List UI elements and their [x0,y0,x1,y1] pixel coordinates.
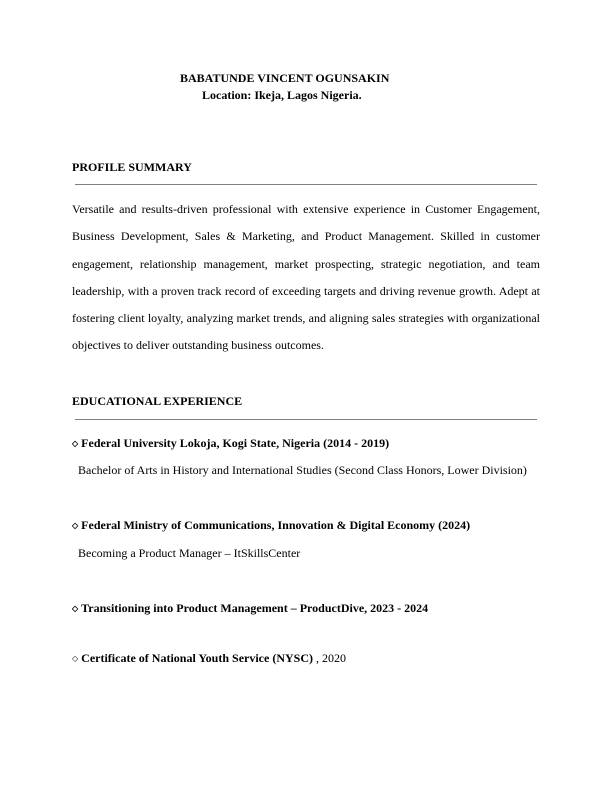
diamond-bullet-icon: ◇ [72,521,79,530]
education-item-title: ◇ Federal University Lokoja, Kogi State, Nigeria (2014 - 2019) [72,436,390,450]
divider [75,184,537,185]
candidate-name: BABATUNDE VINCENT OGUNSAKIN [180,71,390,85]
education-item-detail: Becoming a Product Manager – ItSkillsCenter [78,546,301,560]
diamond-bullet-icon: ◇ [72,604,79,613]
divider [75,419,537,420]
diamond-bullet-icon: ◇ [72,439,79,448]
profile-summary-heading: PROFILE SUMMARY [72,160,192,174]
profile-summary-text: Versatile and results-driven professional with extensive experience in Customer Engagement, Business Development, Sales & Marketing, and Product Management. Skilled in customer engagement, relationship management, market prospecting, strategic negotiation, and team leadership, with a proven track record of exceeding targets and driving revenue growth. Adept at fostering client loyalty, analyzing market trends, and aligning sales strategies with organizational objectives to deliver outstanding business outcomes. [72,202,540,353]
candidate-location: Location: Ikeja, Lagos Nigeria. [202,88,362,102]
diamond-bullet-icon: ◇ [72,654,79,663]
education-item-title: ◇ Transitioning into Product Management – ProductDive, 2023 - 2024 [72,601,429,615]
education-item-title: ◇ Federal Ministry of Communications, Innovation & Digital Economy (2024) [72,518,471,532]
education-heading: EDUCATIONAL EXPERIENCE [72,394,243,408]
education-item-detail: Bachelor of Arts in History and International Studies (Second Class Honors, Lower Division) [78,463,527,477]
education-item-title: ◇ Certificate of National Youth Service (NYSC) , 2020 [72,651,346,665]
